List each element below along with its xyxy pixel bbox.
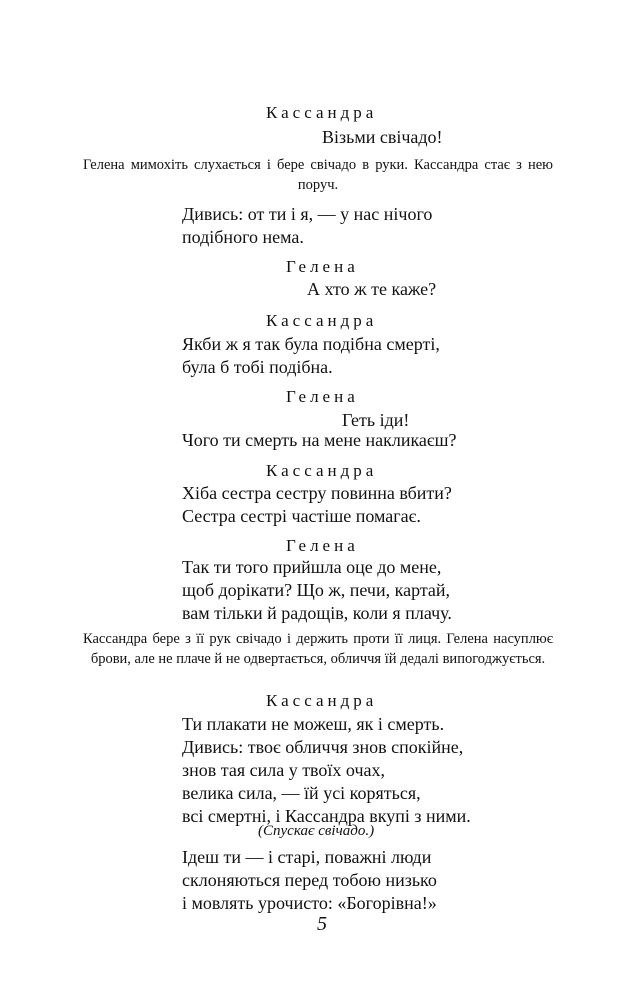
verse-line: Чого ти смерть на мене накликаєш? — [182, 430, 457, 450]
verse-line: Сестра сестрі частіше помагає. — [182, 506, 421, 526]
verse-line: подібного нема. — [182, 227, 304, 247]
speaker-helena-1: Гелена — [286, 257, 359, 276]
verse-stanza-7 — [182, 556, 452, 625]
speaker-helena-2: Гелена — [286, 387, 359, 406]
verse-line: велика сила, — їй усі коряться, — [182, 783, 421, 803]
verse-line: Ти плакати не можеш, як і смерть. — [182, 714, 445, 734]
verse-stanza-8 — [182, 713, 471, 828]
verse-line: знов тая сила у твоїх очах, — [182, 760, 386, 780]
page-number: 5 — [317, 913, 327, 935]
speaker-kassandra-4: Кассандра — [266, 691, 378, 710]
speaker-kassandra-2: Кассандра — [266, 311, 378, 330]
speaker-helena-3: Гелена — [286, 536, 359, 555]
stage-direction-2: Кассандра бере з її рук свічадо і держить проти її лиця. Гелена насуплює брови, але не плаче й не одвертається, обличчя їй дедалі випогоджується. — [83, 631, 553, 667]
verse-stanza-2 — [182, 203, 432, 249]
verse-line: Дивись: твоє обличчя знов спокійне, — [182, 737, 464, 757]
verse-line: Якби ж я так була подібна смерті, — [182, 334, 440, 354]
verse-stanza-4 — [182, 333, 440, 379]
verse-line: Ідеш ти — і старі, поважні люди — [182, 847, 432, 867]
verse-line: Дивись: от ти і я, — у нас нічого — [182, 204, 433, 224]
stage-direction-1: Гелена мимохіть слухається і бере свічадо в руки. Кассандра стає з нею поруч. — [83, 157, 553, 193]
stage-direction-3: (Спускає свічадо.) — [258, 823, 375, 839]
verse-line: Візьми свічадо! — [322, 127, 443, 147]
speaker-kassandra-3: Кассандра — [266, 461, 378, 480]
verse-line: всі смертні, і Кассандра вкупі з ними. — [182, 806, 471, 826]
speaker-kassandra-1: Кассандра — [266, 103, 378, 122]
verse-line: Так ти того прийшла оце до мене, — [182, 557, 442, 577]
verse-stanza-6 — [182, 482, 452, 528]
verse-line: Геть іди! — [342, 410, 410, 430]
verse-line: і мовлять урочисто: «Богорівна!» — [182, 893, 437, 913]
verse-stanza-9 — [182, 846, 437, 915]
verse-line: Хіба сестра сестру повинна вбити? — [182, 483, 452, 503]
verse-line: була б тобі подібна. — [182, 357, 333, 377]
verse-line: склоняються перед тобою низько — [182, 870, 437, 890]
verse-line: А хто ж те каже? — [307, 279, 437, 299]
verse-line: щоб дорікати? Що ж, печи, картай, — [182, 580, 451, 600]
verse-line: вам тільки й радощів, коли я плачу. — [182, 603, 452, 623]
